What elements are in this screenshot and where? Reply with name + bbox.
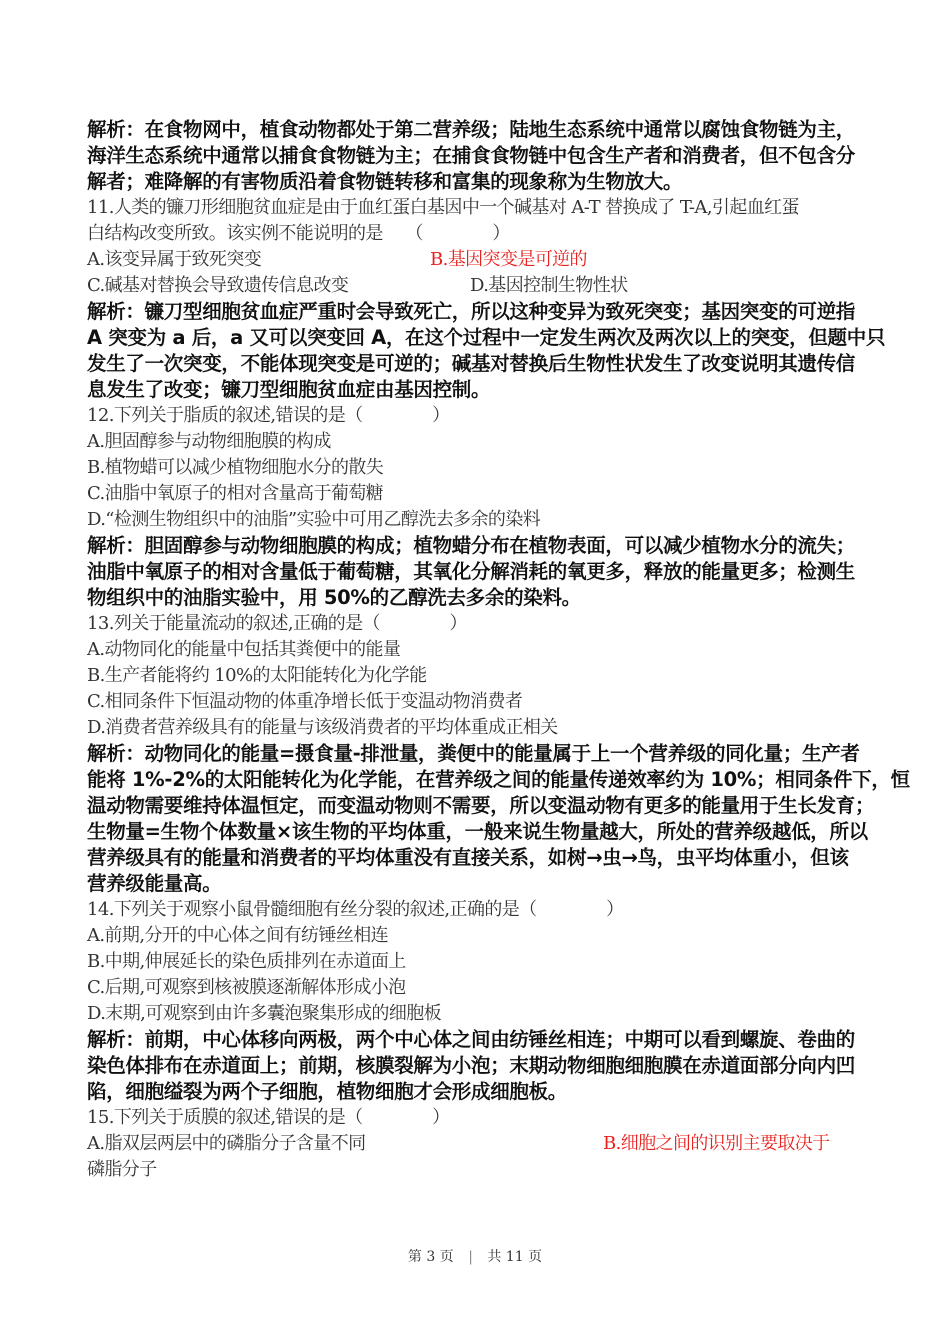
page-total: 共 11 页 <box>487 1249 543 1265</box>
analysis-line: 解析：动物同化的能量=摄食量-排泄量，粪便中的能量属于上一个营养级的同化量；生产者 <box>87 742 860 765</box>
analysis-line: 营养级能量高。 <box>87 872 222 895</box>
option-a: A.胆固醇参与动物细胞膜的构成 <box>87 431 331 452</box>
analysis-line: 生物量=生物个体数量×该生物的平均体重，一般来说生物量越大，所处的营养级越低，所以 <box>87 820 868 843</box>
footer-separator: | <box>468 1249 473 1265</box>
option-row <box>87 247 867 273</box>
option-c-answer: C.相同条件下恒温动物的体重净增长低于变温动物消费者 <box>87 691 523 712</box>
analysis-line: 物组织中的油脂实验中，用 50%的乙醇洗去多余的染料。 <box>87 586 581 609</box>
option-row <box>87 1131 867 1157</box>
option-a: A.该变异属于致死突变 <box>87 249 262 270</box>
option-d: D.末期,可观察到由许多囊泡聚集形成的细胞板 <box>87 1003 442 1024</box>
question-stem: 11.人类的镰刀形细胞贫血症是由于血红蛋白基因中一个碱基对 A-T 替换成了 T-A,引起血红蛋 <box>87 197 799 218</box>
page-number: 第 3 页 <box>407 1249 454 1265</box>
option-d: D.基因控制生物性状 <box>470 275 628 296</box>
option-b: B.植物蜡可以减少植物细胞水分的散失 <box>87 457 384 478</box>
option-c: C.后期,可观察到核被膜逐渐解体形成小泡 <box>87 977 406 998</box>
option-c-answer: C.油脂中氧原子的相对含量高于葡萄糖 <box>87 483 384 504</box>
document-page <box>87 117 910 1183</box>
option-a: A.动物同化的能量中包括其粪便中的能量 <box>87 639 401 660</box>
analysis-line: 发生了一次突变，不能体现突变是可逆的；碱基对替换后生物性状发生了改变说明其遗传信 <box>87 352 856 375</box>
analysis-line: 解者；难降解的有害物质沿着食物链转移和富集的现象称为生物放大。 <box>87 170 683 193</box>
analysis-line: 解析：在食物网中，植食动物都处于第二营养级；陆地生态系统中通常以腐蚀食物链为主， <box>87 118 856 141</box>
analysis-line: 解析：前期，中心体移向两极，两个中心体之间由纺锤丝相连；中期可以看到螺旋、卷曲的 <box>87 1028 856 1051</box>
question-stem: 12.下列关于脂质的叙述,错误的是（ ） <box>87 405 450 426</box>
analysis-line: A 突变为 a 后，a 又可以突变回 A，在这个过程中一定发生两次及两次以上的突变，但题中只 <box>87 326 886 349</box>
analysis-line: 息发生了改变；镰刀型细胞贫血症由基因控制。 <box>87 378 491 401</box>
analysis-line: 能将 1%-2%的太阳能转化为化学能，在营养级之间的能量传递效率约为 10%；相同条件下，恒 <box>87 768 910 791</box>
option-b: B.生产者能将约 10%的太阳能转化为化学能 <box>87 665 427 686</box>
option-d: D.消费者营养级具有的能量与该级消费者的平均体重成正相关 <box>87 717 558 738</box>
option-b-answer: B.基因突变是可逆的 <box>430 249 587 270</box>
analysis-line: 染色体排布在赤道面上；前期，核膜裂解为小泡；末期动物细胞细胞膜在赤道面部分向内凹 <box>87 1054 856 1077</box>
analysis-line: 油脂中氧原子的相对含量低于葡萄糖，其氧化分解消耗的氧更多，释放的能量更多；检测生 <box>87 560 856 583</box>
question-stem: 13.列关于能量流动的叙述,正确的是（ ） <box>87 613 467 634</box>
question-stem: 白结构改变所致。该实例不能说明的是 （ ） <box>87 223 510 244</box>
question-stem: 15.下列关于质膜的叙述,错误的是（ ） <box>87 1107 450 1128</box>
analysis-line: 温动物需要维持体温恒定，而变温动物则不需要，所以变温动物有更多的能量用于生长发育； <box>87 794 875 817</box>
option-c: C.碱基对替换会导致遗传信息改变 <box>87 275 349 296</box>
option-d: D.“检测生物组织中的油脂”实验中可用乙醇洗去多余的染料 <box>87 509 541 530</box>
question-stem: 14.下列关于观察小鼠骨髓细胞有丝分裂的叙述,正确的是（ ） <box>87 899 624 920</box>
analysis-line: 陷，细胞缢裂为两个子细胞，植物细胞才会形成细胞板。 <box>87 1080 568 1103</box>
page-footer <box>0 1246 950 1266</box>
analysis-line: 解析：镰刀型细胞贫血症严重时会导致死亡，所以这种变异为致死突变；基因突变的可逆指 <box>87 300 856 323</box>
option-a-answer: A.前期,分开的中心体之间有纺锤丝相连 <box>87 925 389 946</box>
analysis-line: 海洋生态系统中通常以捕食食物链为主；在捕食食物链中包含生产者和消费者，但不包含分 <box>87 144 856 167</box>
option-b-answer: B.细胞之间的识别主要取决于 <box>603 1133 830 1154</box>
option-a: A.脂双层两层中的磷脂分子含量不同 <box>87 1133 366 1154</box>
analysis-line: 解析：胆固醇参与动物细胞膜的构成；植物蜡分布在植物表面，可以减少植物水分的流失； <box>87 534 856 557</box>
option-row <box>87 273 867 299</box>
option-b: B.中期,伸展延长的染色质排列在赤道面上 <box>87 951 406 972</box>
option-b-answer-continued: 磷脂分子 <box>87 1159 157 1180</box>
analysis-line: 营养级具有的能量和消费者的平均体重没有直接关系，如树→虫→鸟，虫平均体重小，但该 <box>87 846 849 869</box>
